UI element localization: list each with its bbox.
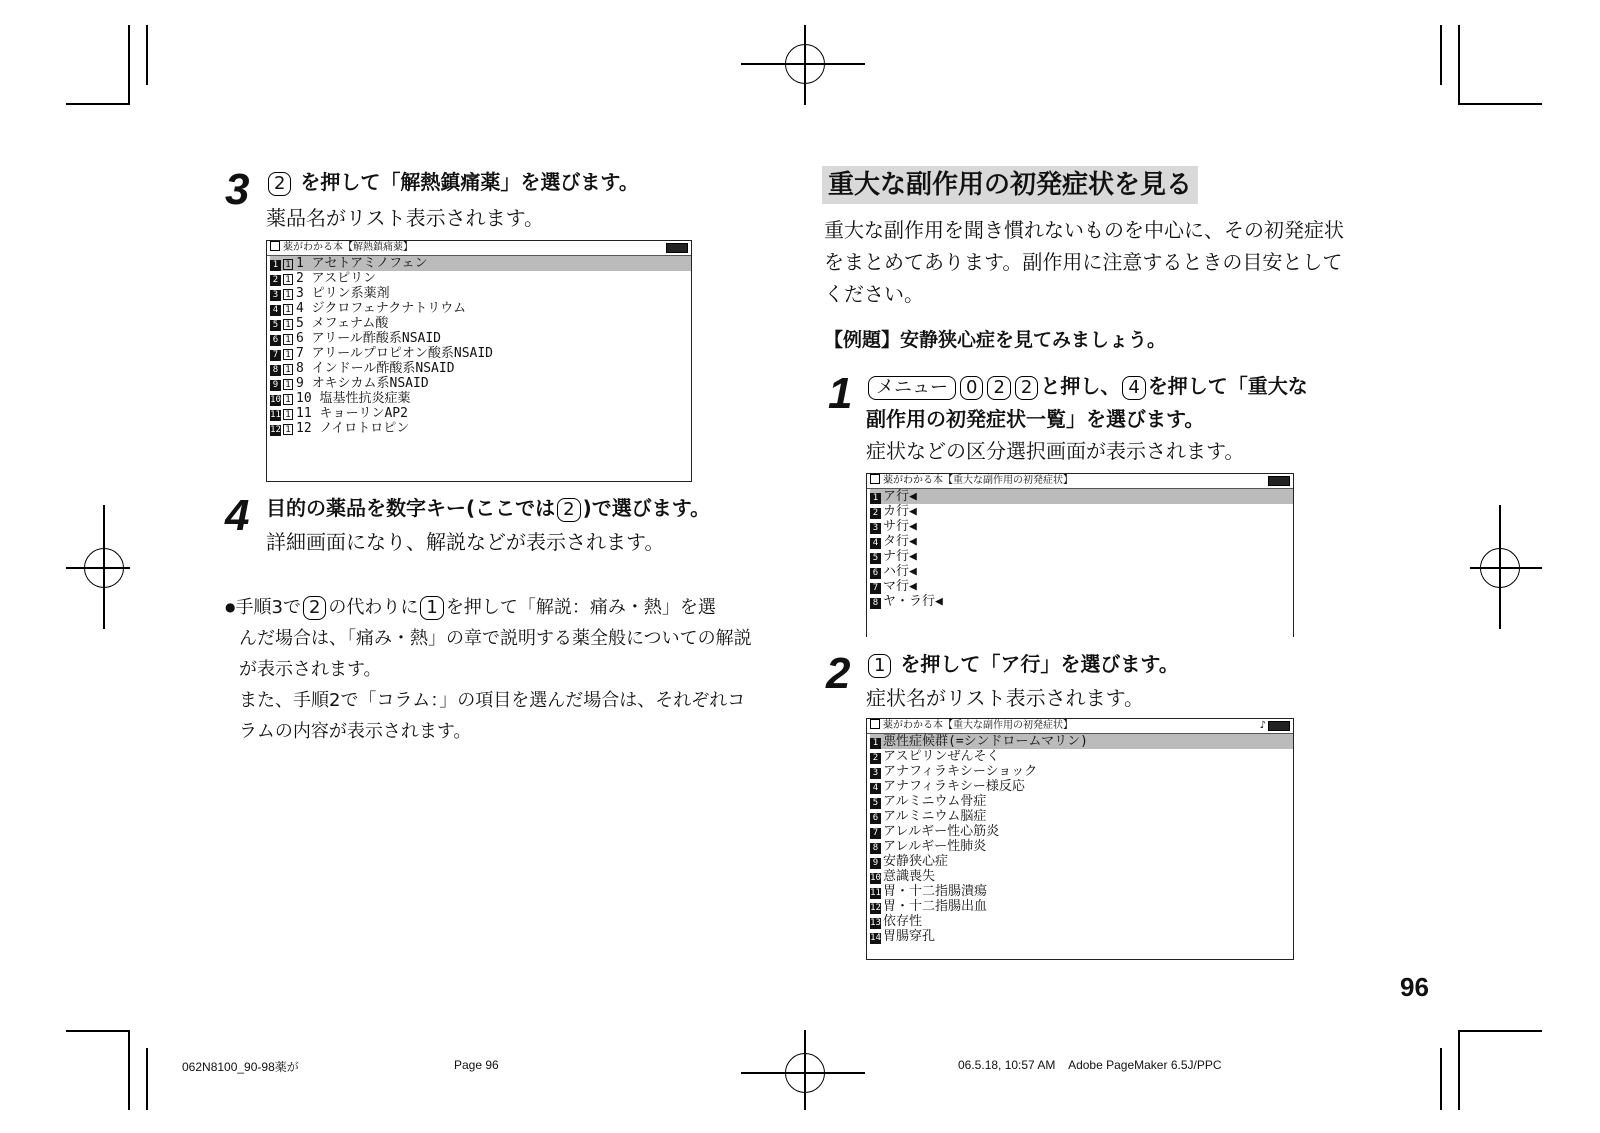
page-number: 96 — [1400, 972, 1429, 1002]
step-number: 3 — [225, 165, 250, 214]
note-block — [225, 592, 785, 747]
list-item-label: ア行◀ — [883, 489, 917, 504]
list-item-label: アルミニウム脳症 — [883, 809, 987, 824]
screen-title-bar — [867, 719, 1293, 734]
list-item[interactable] — [870, 824, 1293, 839]
list-item[interactable] — [870, 594, 1293, 609]
list-item[interactable] — [270, 361, 691, 376]
category-list — [867, 489, 1293, 609]
step-heading-text: を押して「ア行」を選びます。 — [900, 652, 1179, 676]
list-item[interactable] — [270, 346, 691, 361]
list-item-label: 胃腸穿孔 — [883, 929, 936, 944]
list-item-label: サ行◀ — [883, 519, 917, 534]
menu-key: メニュー — [868, 376, 956, 400]
item-number-badge: 1 — [870, 493, 881, 504]
section-title: 重大な副作用の初発症状を見る — [822, 166, 1198, 204]
step-description: 詳細画面になり、解説などが表示されます。 — [266, 530, 665, 554]
step-description: 症状名がリスト表示されます。 — [866, 686, 1144, 710]
list-item-label: 2 アスピリン — [296, 271, 377, 286]
symptom-list — [867, 734, 1293, 944]
key-0: 0 — [960, 376, 983, 400]
list-item[interactable] — [270, 391, 691, 406]
item-number-badge: 1 — [270, 260, 281, 271]
list-item-label: 安静狭心症 — [883, 854, 949, 869]
item-number-badge: 5 — [870, 798, 881, 809]
key-2: 2 — [557, 498, 580, 522]
item-number-badge: 7 — [870, 583, 881, 594]
list-item[interactable] — [270, 286, 691, 301]
note-text: の代わりに — [328, 597, 419, 618]
item-number-badge: 2 — [870, 753, 881, 764]
key-2: 2 — [1015, 376, 1038, 400]
list-item[interactable] — [870, 809, 1293, 824]
item-number-badge: 3 — [870, 523, 881, 534]
list-item-label: 胃・十二指腸潰瘍 — [883, 884, 988, 899]
window-icon — [870, 719, 880, 729]
note-text: また、手順2で「コラム：」の項目を選んだ場合は、それぞれコ — [239, 690, 746, 711]
list-item-label: 4 ジクロフェナクナトリウム — [296, 301, 467, 316]
item-number-badge: 2 — [870, 508, 881, 519]
list-item[interactable] — [270, 421, 691, 436]
list-item[interactable] — [270, 301, 691, 316]
list-item-label: アレルギー性肺炎 — [883, 839, 987, 854]
item-number-badge: 4 — [870, 783, 881, 794]
list-item-label: 意識喪失 — [883, 869, 936, 884]
list-item-label: マ行◀ — [883, 579, 917, 594]
step-heading — [266, 494, 710, 522]
window-icon — [870, 474, 880, 484]
key-1: 1 — [868, 654, 891, 678]
step-number: 4 — [225, 491, 250, 540]
list-item-label: 7 アリールプロピオン酸系NSAID — [296, 346, 494, 361]
list-item-label: アスピリンぜんそく — [883, 749, 1000, 764]
list-item[interactable] — [870, 549, 1293, 564]
item-number-badge: 2 — [270, 275, 281, 286]
list-item[interactable] — [270, 376, 691, 391]
list-item-label: 6 アリール酢酸系NSAID — [296, 331, 442, 346]
item-number-badge: 11 — [270, 410, 281, 420]
list-item[interactable] — [870, 519, 1293, 534]
list-item-label: アナフィラキシー様反応 — [883, 779, 1025, 794]
list-item[interactable] — [870, 504, 1293, 519]
key-4: 4 — [1122, 376, 1145, 400]
list-item[interactable] — [870, 489, 1293, 504]
battery-icon — [1268, 721, 1290, 731]
item-number-badge: 10 — [270, 395, 281, 405]
list-item-label: 10 塩基性抗炎症薬 — [296, 391, 411, 406]
item-number-badge: 4 — [870, 538, 881, 549]
screen-title-bar — [867, 474, 1293, 489]
item-chapter-badge: 1 — [283, 334, 293, 345]
list-item-label: アレルギー性心筋炎 — [883, 824, 1000, 839]
list-item[interactable] — [870, 579, 1293, 594]
key-2: 2 — [303, 596, 326, 620]
step-heading-cont: 副作用の初発症状一覧」を選びます。 — [866, 407, 1205, 431]
list-item[interactable] — [270, 256, 691, 271]
item-number-badge: 6 — [270, 335, 281, 346]
screen-title-bar — [267, 241, 691, 256]
list-item[interactable] — [270, 331, 691, 346]
intro-line: ください。 — [824, 282, 924, 306]
list-item[interactable] — [870, 869, 1293, 884]
item-chapter-badge: 1 — [283, 259, 293, 270]
item-chapter-badge: 1 — [283, 274, 293, 285]
item-number-badge: 3 — [870, 768, 881, 779]
item-number-badge: 14 — [870, 933, 881, 943]
list-item-label: 12 ノイロトロピン — [296, 421, 410, 436]
intro-line: をまとめてあります。副作用に注意するときの目安として — [824, 250, 1343, 274]
item-number-badge: 12 — [870, 903, 881, 913]
note-text: んだ場合は、「痛み・熱」の章で説明する薬全般についての解説 — [239, 628, 752, 649]
item-chapter-badge: 1 — [283, 304, 293, 315]
step-description: 症状などの区分選択画面が表示されます。 — [866, 439, 1245, 463]
device-screen-symptom-list — [866, 718, 1294, 960]
item-number-badge: 10 — [870, 873, 881, 883]
device-screen-category-select — [866, 473, 1294, 637]
bullet: ● — [225, 600, 236, 614]
list-item[interactable] — [870, 929, 1293, 944]
item-number-badge: 3 — [270, 290, 281, 301]
screen-title: 薬がわかる本【重大な副作用の初発症状】 — [883, 475, 1073, 486]
item-number-badge: 8 — [270, 365, 281, 376]
example-heading: 【例題】安静狭心症を見てみましょう。 — [824, 329, 1167, 351]
note-text: を押して「解説：痛み・熱」を選 — [445, 597, 716, 618]
list-item[interactable] — [870, 899, 1293, 914]
list-item[interactable] — [870, 564, 1293, 579]
screen-title: 薬がわかる本【重大な副作用の初発症状】 — [883, 720, 1073, 731]
item-number-badge: 7 — [870, 828, 881, 839]
list-item[interactable] — [270, 271, 691, 286]
list-item[interactable] — [870, 794, 1293, 809]
battery-icon — [1268, 476, 1290, 486]
list-item-label: ナ行◀ — [883, 549, 917, 564]
step-heading-text: を押して「重大な — [1147, 374, 1308, 398]
item-number-badge: 8 — [870, 598, 881, 609]
list-item-label: ヤ・ラ行◀ — [883, 594, 943, 609]
item-number-badge: 8 — [870, 843, 881, 854]
list-item-label: 11 キョーリンAP2 — [296, 406, 408, 421]
item-chapter-badge: 1 — [283, 379, 293, 390]
list-item-label: 依存性 — [883, 914, 923, 929]
item-chapter-badge: 1 — [283, 364, 293, 375]
item-number-badge: 6 — [870, 813, 881, 824]
list-item-label: 1 アセトアミノフェン — [296, 256, 428, 271]
list-item[interactable] — [270, 316, 691, 331]
step-number: 2 — [826, 649, 851, 698]
list-item-label: 5 メフェナム酸 — [296, 316, 389, 331]
list-item[interactable] — [870, 534, 1293, 549]
drug-list — [267, 256, 691, 436]
item-number-badge: 12 — [270, 425, 281, 435]
device-screen-drug-list — [266, 240, 692, 482]
step-heading-text: を押して「解熱鎮痛薬」を選びます。 — [300, 170, 639, 194]
footer-timestamp: 06.5.18, 10:57 AM Adobe PageMaker 6.5J/PPC — [958, 1058, 1222, 1072]
item-chapter-badge: 1 — [283, 319, 293, 330]
list-item-label: 3 ピリン系薬剤 — [296, 286, 390, 301]
list-item[interactable] — [870, 764, 1293, 779]
list-item[interactable] — [870, 839, 1293, 854]
step-heading — [866, 650, 1179, 678]
item-chapter-badge: 1 — [283, 394, 293, 405]
key-2: 2 — [987, 376, 1010, 400]
intro-paragraph — [824, 214, 1404, 310]
intro-line: 重大な副作用を聞き慣れないものを中心に、その初発症状 — [824, 218, 1344, 242]
window-icon — [270, 241, 280, 251]
list-item-label: 8 インドール酢酸系NSAID — [296, 361, 455, 376]
list-item-label: タ行◀ — [883, 534, 917, 549]
item-number-badge: 13 — [870, 918, 881, 928]
note-text: 手順3で — [235, 597, 301, 618]
item-number-badge: 9 — [270, 380, 281, 391]
item-chapter-badge: 1 — [283, 289, 293, 300]
step-number: 1 — [828, 369, 853, 418]
item-number-badge: 1 — [870, 738, 881, 749]
item-chapter-badge: 1 — [283, 409, 293, 420]
list-item-label: アナフィラキシーショック — [883, 764, 1038, 779]
item-number-badge: 4 — [270, 305, 281, 316]
list-item-label: 胃・十二指腸出血 — [883, 899, 988, 914]
step-heading-text: )で選びます。 — [582, 496, 711, 520]
list-item[interactable] — [870, 734, 1293, 749]
list-item[interactable] — [870, 749, 1293, 764]
item-number-badge: 6 — [870, 568, 881, 579]
list-item-label: 9 オキシカム系NSAID — [296, 376, 429, 391]
step-heading-text: と押し、 — [1040, 374, 1121, 398]
list-item[interactable] — [870, 884, 1293, 899]
speaker-icon: ♪ — [1259, 720, 1266, 731]
key-1: 1 — [420, 596, 443, 620]
footer-file: 062N8100_90-98薬が — [182, 1060, 299, 1074]
note-text: が表示されます。 — [239, 659, 382, 680]
list-item[interactable] — [270, 406, 691, 421]
list-item-label: アルミニウム骨症 — [883, 794, 987, 809]
item-number-badge: 7 — [270, 350, 281, 361]
list-item-label: ハ行◀ — [883, 564, 917, 579]
screen-title: 薬がわかる本【解熱鎮痛薬】 — [283, 242, 413, 253]
key-2: 2 — [268, 172, 291, 196]
item-number-badge: 5 — [870, 553, 881, 564]
step-description: 薬品名がリスト表示されます。 — [266, 206, 544, 230]
list-item-label: 悪性症候群(=シンドロームマリン) — [883, 734, 1088, 749]
step-heading — [866, 372, 1308, 400]
step-heading-text: 目的の薬品を数字キー(ここでは — [266, 496, 556, 520]
item-number-badge: 9 — [870, 858, 881, 869]
item-chapter-badge: 1 — [283, 349, 293, 360]
note-text: ラムの内容が表示されます。 — [239, 721, 472, 742]
item-number-badge: 11 — [870, 888, 881, 898]
step-heading — [266, 168, 639, 196]
list-item[interactable] — [870, 779, 1293, 794]
item-chapter-badge: 1 — [283, 424, 293, 435]
list-item[interactable] — [870, 914, 1293, 929]
battery-icon — [666, 243, 688, 253]
item-number-badge: 5 — [270, 320, 281, 331]
list-item[interactable] — [870, 854, 1293, 869]
list-item-label: カ行◀ — [883, 504, 917, 519]
footer-page: Page 96 — [454, 1058, 499, 1072]
